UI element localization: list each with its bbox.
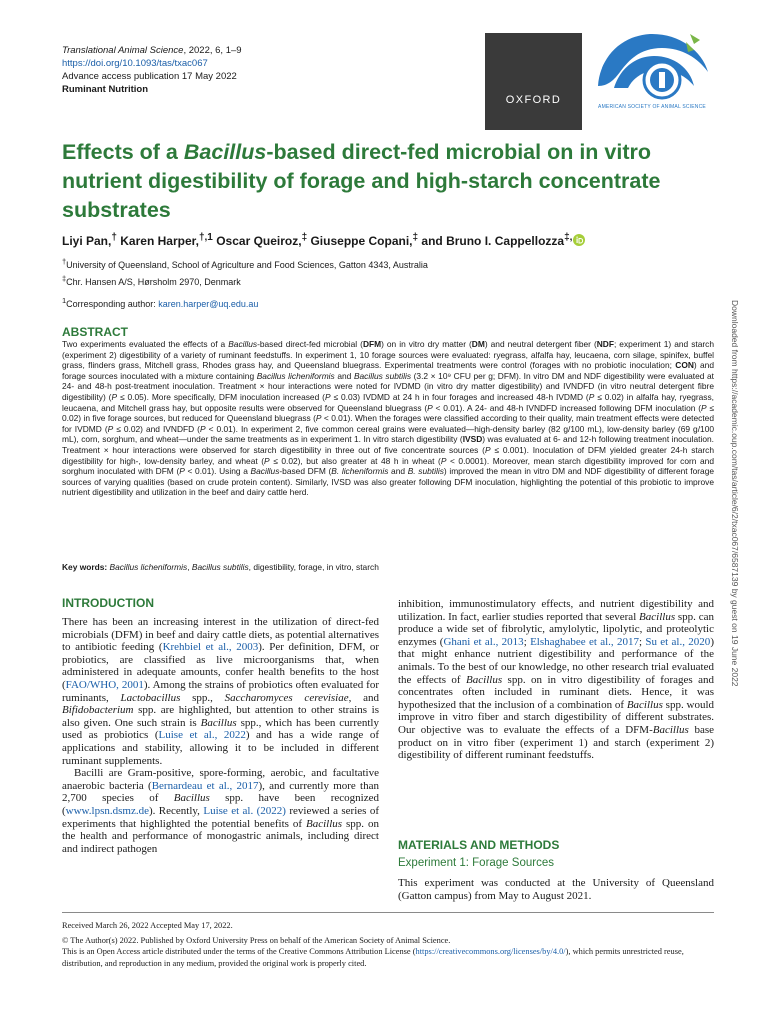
introduction-heading: INTRODUCTION bbox=[62, 596, 154, 610]
orcid-icon[interactable] bbox=[573, 234, 585, 246]
affiliations: †University of Queensland, School of Agriculture and Food Sciences, Gatton 4343, Australia ‡Chr. Hansen A/S, Hørsholm 2970, Denmark $^1$Corresponding author: karen.harper@uq.edu.au bbox=[62, 257, 428, 309]
volume-info: , 2022, 6, 1–9 bbox=[183, 45, 242, 56]
ref-link[interactable]: Su et al., 2020 bbox=[645, 635, 711, 648]
methods-text: This experiment was conducted at the University of Queensland (Gatton campus) from May to August 2021. bbox=[398, 877, 714, 902]
copyright: © The Author(s) 2022. Published by Oxford University Press on behalf of the American Society of Animal Science. bbox=[62, 935, 451, 945]
oxford-logo-text: OXFORD bbox=[505, 94, 562, 106]
experiment-1-subheading: Experiment 1: Forage Sources bbox=[398, 857, 554, 869]
footer bbox=[62, 920, 714, 969]
intro-paragraph-2: Bacilli are Gram-positive, spore-forming, aerobic, and facultative anaerobic bacteria (Bernardeau et al., 2017), and currently more than 2,700 species of Bacillus spp. have been recognized (www.lpsn.dsmz.de). Recently, Luise et al. (2022) reviewed a series of experiments that highlighted the potential benefits of Bacillus spp. on the health and performance of monogastric animals, including direct and indirect pathogen bbox=[62, 767, 379, 855]
author-name: Karen Harper, bbox=[116, 234, 199, 248]
ref-link[interactable]: www.lpsn.dsmz.de bbox=[65, 804, 149, 817]
intro-paragraph-1: There has been an increasing interest in the utilization of direct-fed microbials (DFM) in beef and dairy cattle diets, as potential alternatives to antibiotic feeding (Krehbiel et al., 2003). Per definition, DFM, or probiotics, are classified as live microorganisms that, when administered in adequate amounts, confer health benefits to the host (FAO/WHO, 2001). Among the strains of probiotics often evaluated for ruminants, Lactobacillus spp., Saccharomyces cerevisiae, and Bifidobacterium spp. are highlighted, but attention to other strains is also given. One such strain is Bacillus spp., which has been currently used as probiotics (Luise et al., 2022) and has a wide range of applications and stability, allowing it to be included in different ruminant supplements. bbox=[62, 616, 379, 767]
journal-header bbox=[62, 44, 242, 96]
license-text: This is an Open Access article distributed under the terms of the Creative Commons Attribution License (https://creativecommons.org/licenses/by/4.0/), which permits unrestricted reuse, distribution, and reproduction in any medium, provided the original work is properly cited. bbox=[62, 947, 684, 968]
ref-link[interactable]: Ghani et al., 2013 bbox=[443, 635, 524, 648]
oxford-logo bbox=[485, 33, 582, 130]
keywords: Key words: Bacillus licheniformis, Bacillus subtilis, digestibility, forage, in vitro, starch bbox=[62, 562, 379, 572]
intro-column-2: inhibition, immunostimulatory effects, and nutrient digestibility and utilization. In fact, earlier studies reported that several Bacillus spp. can produce a wide set of fibrolytic, amylolytic, lipolytic, and proteolytic enzymes (Ghani et al., 2013; Elshaghabee et al., 2017; Su et al., 2020) that might enhance nutrient digestibility and performance of the animals. To the best of our knowledge, no other research trial evaluated the effects of Bacillus spp. on in vitro digestibility of forages and concentrates often included in ruminant diets. Hence, it was hypothesized that the inclusion of a combination of Bacillus spp. would improve in vitro fiber and starch digestibility of different substrates. Our objective was to evaluate the effects of a DFM-Bacillus base product on in vitro fiber (experiment 1) and starch (experiment 2) digestibility of different ruminant feedstuffs. bbox=[398, 598, 714, 762]
license-link[interactable]: https://creativecommons.org/licenses/by/4.0/ bbox=[415, 947, 566, 957]
abstract-heading: ABSTRACT bbox=[62, 325, 128, 339]
ref-link[interactable]: Elshaghabee et al., 2017 bbox=[530, 635, 639, 648]
doi-link[interactable]: https://doi.org/10.1093/tas/txac067 bbox=[62, 58, 208, 69]
ref-link[interactable]: Bernardeau et al., 2017 bbox=[151, 779, 259, 792]
ref-link[interactable]: Krehbiel et al., 2003 bbox=[162, 641, 259, 654]
author-name: Liyi Pan, bbox=[62, 234, 112, 248]
author-name: and Bruno I. Cappellozza bbox=[418, 234, 565, 248]
affiliation-2: Chr. Hansen A/S, Hørsholm 2970, Denmark bbox=[66, 277, 241, 287]
journal-name: Translational Animal Science bbox=[62, 45, 184, 56]
keywords-label: Key words: bbox=[62, 562, 108, 572]
advance-access: Advance access publication 17 May 2022 bbox=[62, 71, 237, 82]
asas-caption: AMERICAN SOCIETY OF ANIMAL SCIENCE bbox=[598, 104, 706, 110]
author-name: Oscar Queiroz, bbox=[212, 234, 302, 248]
asas-emblem-icon bbox=[590, 28, 714, 108]
methods-heading: MATERIALS AND METHODS bbox=[398, 838, 560, 852]
ref-link[interactable]: FAO/WHO, 2001 bbox=[65, 678, 144, 691]
abstract-text: Two experiments evaluated the effects of a Bacillus-based direct-fed microbial (DFM) on in vitro dry matter (DM) and neutral detergent fiber (NDF; experiment 1) and starch (experiment 2) digestibility of a variety of ruminant feedstuffs. In experiment 1, 10 forage sources were evaluated: ryegrass, alfalfa hay, leucaena, corn silage, spinifex, buffel grass, flinders grass, Mitchell grass, Rhodes grass hay, and Queensland bluegrass. Experimental treatments were control (forages with no probiotic inoculation; CON) and forage sources inoculated with a mixture containing Bacillus licheniformis and Bacillus subtilis (3.2 × 10⁹ CFU per g; DFM). In vitro DM and NDF digestibility were evaluated at 24- and 48-h post-treatment inoculation. Treatment × hour interactions were noted for IVDMD (in vitro dry matter digestibility) and IVNDFD (in vitro neutral detergent fibre digestibility) (P ≤ 0.05). More specifically, DFM inoculation increased (P ≤ 0.03) IVDMD at 24 h in four forages and increased 48-h IVDMD (P ≤ 0.02) in alfalfa hay, ryegrass, leucaena, and Mitchell grass hay, but opposite results were observed for Queensland bluegrass (P < 0.01). A 24- and 48-h IVNDFD increased following DFM inoculation (P ≤ 0.02) in five forage sources, but reduced for Queensland bluegrass (P < 0.01). When the forages were classified according to their quality, main treatment effects were detected for IVDMD (P ≤ 0.02) and IVNDFD (P < 0.01). In experiment 2, five common cereal grains were evaluated—high-density barley (82 g/100 mL), low-density barley (69 g/100 mL), corn, sorghum, and wheat—under the same treatments as in experiment 1. In vitro starch digestibility (IVSD) was evaluated at 6- and 12-h following treatment inoculation. Treatment × hour interactions were observed for starch digestibility in three out of five concentrate sources (P ≤ 0.001). Inoculation of DFM yielded greater 24-h starch digestibility for high-, low-density barley, and wheat (P ≤ 0.02), but also greater at 48 h in wheat (P < 0.0001). Moreover, mean starch digestibility improved for corn and sorghum inoculated with DFM (P < 0.01). Using a Bacillus-based DFM (B. licheniformis and B. subtilis) improved the mean in vitro DM and NDF digestibility of different forage sources of varying qualities (based on crude protein content). Similarly, IVSD was also greater following DFM inoculation, highlighting the potential of this probiotic to improve nutrient digestibility and utilization in the beef and dairy cattle herd. bbox=[62, 339, 715, 498]
download-sidebar: Downloaded from https://academic.oup.com/tas/article/6/2/txac067/6587139 by guest on 19 June 2022 bbox=[730, 300, 740, 687]
author-name: Giuseppe Copani, bbox=[307, 234, 413, 248]
corresponding-label: Corresponding author: bbox=[66, 299, 159, 309]
section-label: Ruminant Nutrition bbox=[62, 84, 149, 95]
intro-column-1 bbox=[62, 616, 379, 855]
footer-rule bbox=[62, 912, 714, 913]
received-dates: Received March 26, 2022 Accepted May 17, 2022. bbox=[62, 921, 233, 930]
author-list: Liyi Pan,† Karen Harper,$^{\dagger,1}$ Oscar Queiroz,‡ Giuseppe Copani,‡ and Bruno I. Cappellozza‡, bbox=[62, 232, 712, 248]
asas-logo bbox=[590, 28, 714, 118]
article-title: Effects of a Bacillus-based direct-fed microbial on in vitro nutrient digestibility of forage and high-starch concentrate substrates bbox=[62, 140, 661, 222]
corresponding-email-link[interactable]: karen.harper@uq.edu.au bbox=[158, 299, 259, 309]
ref-link[interactable]: Luise et al., 2022 bbox=[158, 729, 246, 742]
affiliation-1: University of Queensland, School of Agriculture and Food Sciences, Gatton 4343, Australia bbox=[66, 260, 428, 270]
ref-link[interactable]: Luise et al. (2022) bbox=[203, 804, 286, 817]
